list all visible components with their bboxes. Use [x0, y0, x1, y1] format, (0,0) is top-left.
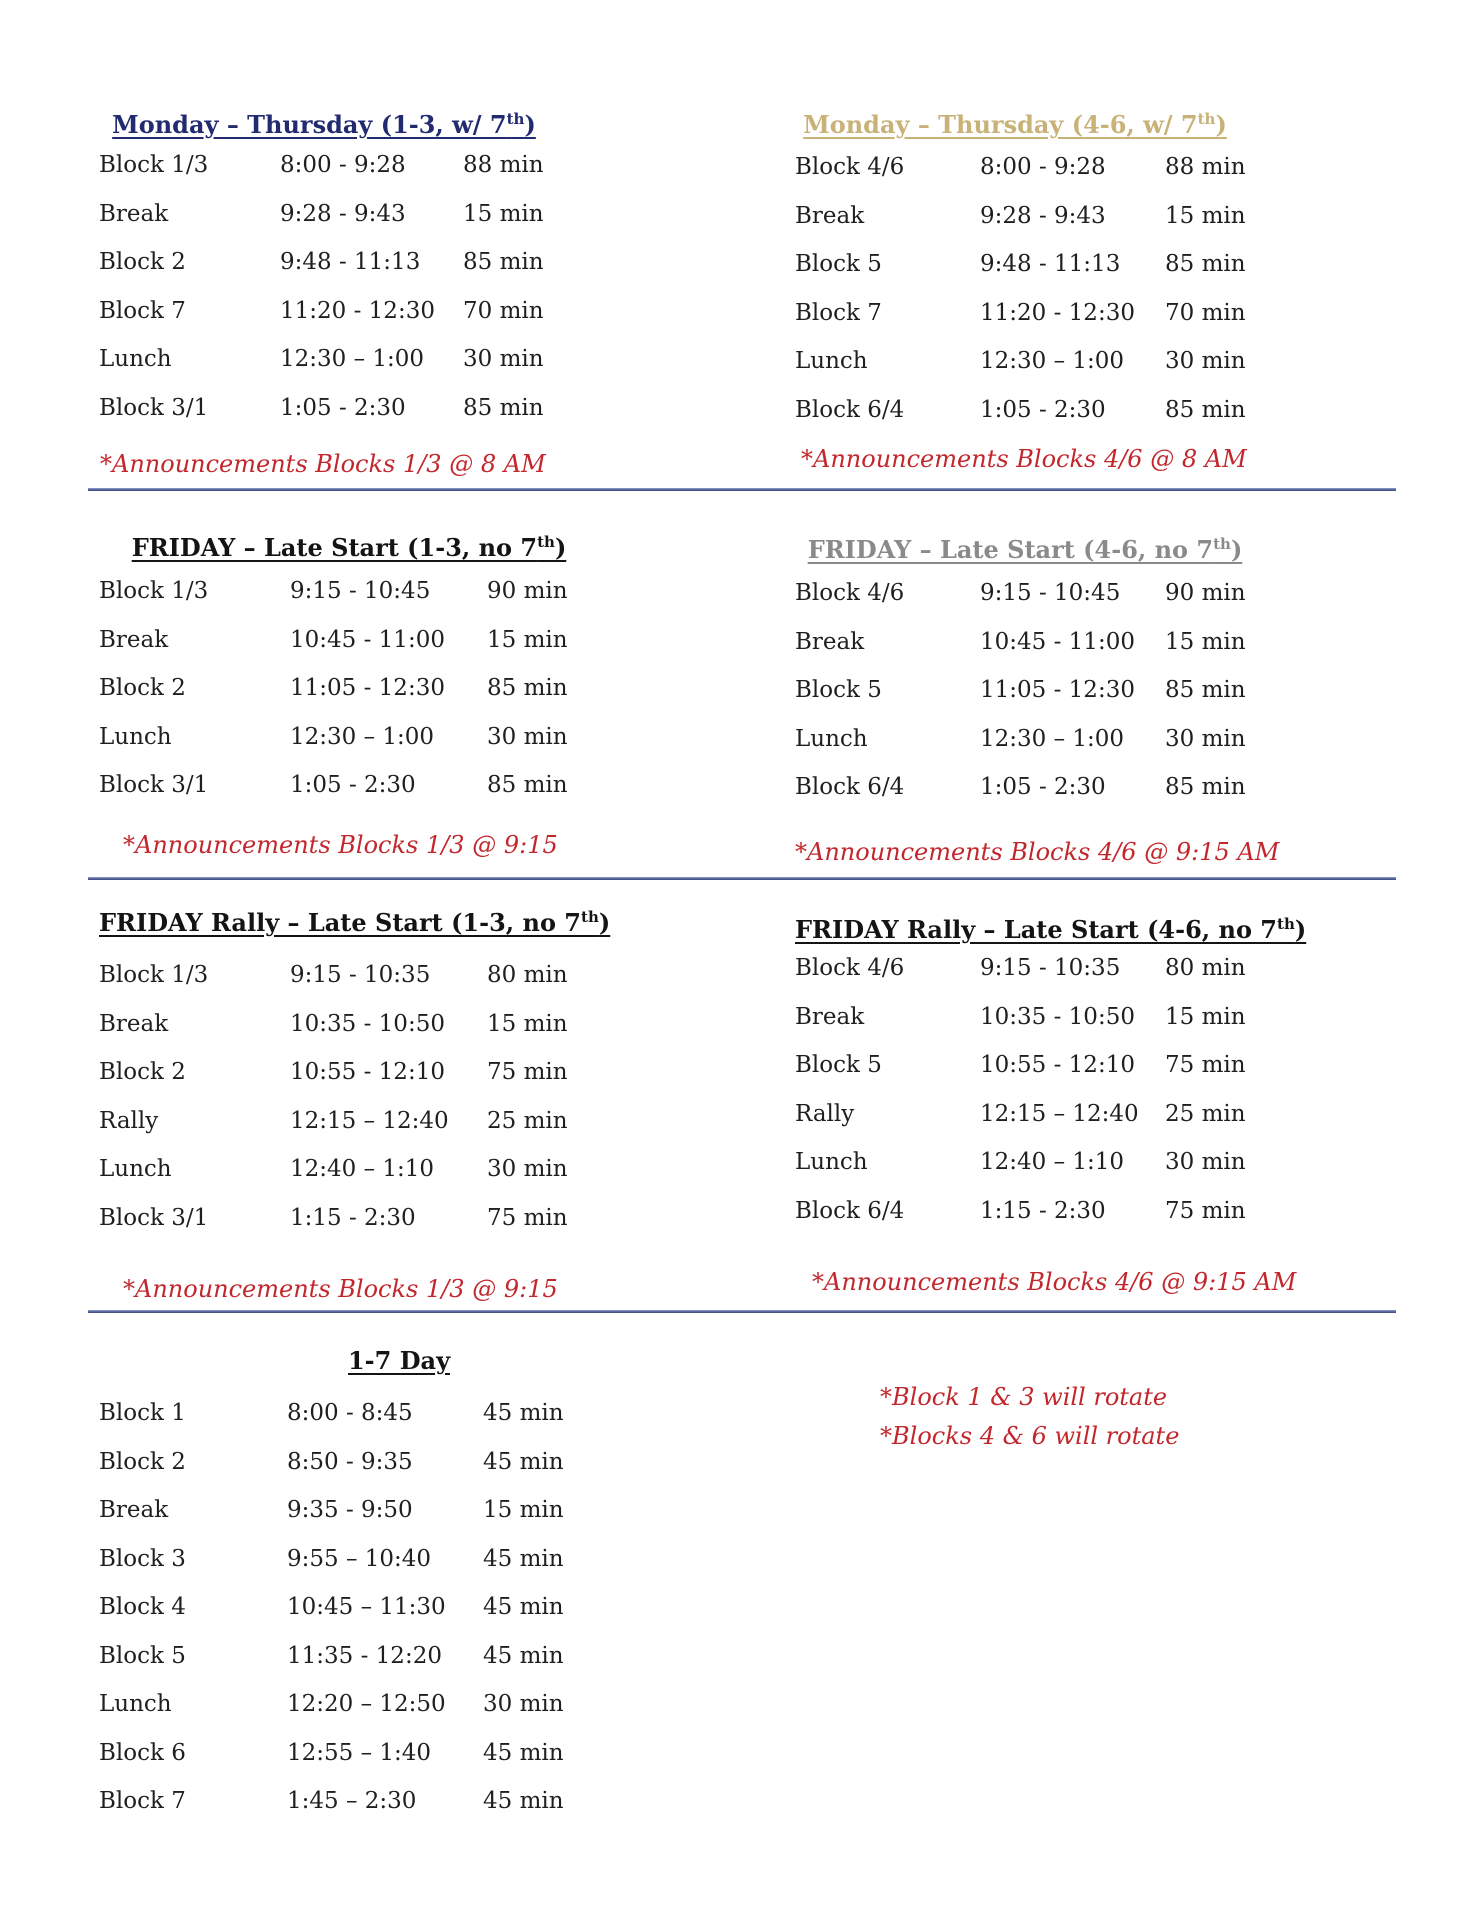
row-time: 12:30 – 1:00: [980, 348, 1125, 374]
row-time: 1:05 - 2:30: [980, 774, 1106, 800]
announcement-rally-46: *Announcements Blocks 4/6 @ 9:15 AM: [812, 1268, 1297, 1296]
schedule-row: [99, 1106, 679, 1155]
row-time: 1:05 - 2:30: [280, 394, 406, 421]
row-time: 11:35 - 12:20: [287, 1642, 442, 1669]
row-time: 12:20 – 12:50: [287, 1691, 446, 1717]
heading-rally-46: [795, 910, 1307, 944]
row-time: 11:05 - 12:30: [290, 675, 445, 701]
row-duration: 90 min: [1165, 580, 1246, 606]
row-label: Block 2: [99, 1059, 186, 1085]
row-label: Break: [795, 1003, 865, 1030]
row-duration: 30 min: [1165, 1149, 1246, 1175]
heading-text: ): [554, 533, 567, 562]
section-divider: [88, 877, 1396, 880]
row-time: 8:00 - 8:45: [287, 1400, 413, 1426]
announcement-rally-13: *Announcements Blocks 1/3 @ 9:15: [123, 1275, 558, 1303]
row-label: Lunch: [795, 725, 868, 752]
row-label: Block 7: [795, 299, 882, 326]
row-time: 12:40 – 1:10: [290, 1156, 435, 1182]
rotation-note-2: *Blocks 4 & 6 will rotate: [880, 1422, 1180, 1450]
schedule-row: [795, 1050, 1375, 1099]
row-duration: 88 min: [463, 152, 544, 178]
heading-text: Monday – Thursday (4-6, w/ 7: [803, 110, 1198, 139]
heading-text: FRIDAY Rally – Late Start (1-3, no 7: [99, 908, 582, 937]
row-duration: 85 min: [487, 675, 568, 701]
heading-text: ): [598, 908, 611, 937]
schedule-row: [99, 1057, 679, 1106]
row-duration: 15 min: [463, 200, 544, 227]
row-label: Block 6: [99, 1739, 186, 1766]
schedule-row: [795, 395, 1375, 444]
row-duration: 75 min: [487, 1204, 568, 1231]
row-time: 1:15 - 2:30: [290, 1204, 416, 1231]
row-label: Break: [795, 202, 865, 229]
row-label: Block 3/1: [99, 394, 209, 421]
announcement-mon-thu-13: *Announcements Blocks 1/3 @ 8 AM: [100, 450, 546, 478]
row-duration: 45 min: [483, 1594, 564, 1620]
heading-superscript: th: [1197, 110, 1216, 128]
schedule-row: [99, 296, 659, 345]
row-time: 8:50 - 9:35: [287, 1448, 413, 1475]
schedule-row: [99, 344, 659, 393]
row-time: 10:35 - 10:50: [980, 1003, 1135, 1030]
rotation-notes: [880, 1378, 1179, 1456]
row-duration: 45 min: [483, 1788, 564, 1814]
row-duration: 45 min: [483, 1642, 564, 1669]
schedule-row: [795, 249, 1375, 298]
row-time: 10:55 - 12:10: [980, 1052, 1135, 1078]
row-time: 12:30 – 1:00: [980, 725, 1125, 752]
row-time: 8:00 - 9:28: [980, 154, 1106, 180]
row-label: Block 2: [99, 1448, 186, 1475]
row-duration: 30 min: [1165, 725, 1246, 752]
row-label: Block 1/3: [99, 152, 209, 178]
heading-superscript: th: [506, 110, 525, 128]
heading-text: 1-7 Day: [347, 1346, 451, 1375]
row-time: 12:55 – 1:40: [287, 1739, 432, 1766]
row-duration: 70 min: [1165, 299, 1246, 326]
section-divider: [88, 488, 1396, 491]
row-time: 9:28 - 9:43: [980, 202, 1106, 229]
row-duration: 30 min: [487, 1156, 568, 1182]
row-label: Block 6/4: [795, 774, 905, 800]
heading-superscript: th: [581, 908, 599, 926]
row-duration: 30 min: [487, 723, 568, 750]
row-time: 9:48 - 11:13: [280, 249, 421, 275]
schedule-row: [795, 578, 1375, 627]
row-time: 10:45 – 11:30: [287, 1594, 446, 1620]
heading-friday-46: [795, 530, 1255, 564]
heading-superscript: th: [1277, 915, 1295, 933]
row-time: 1:45 – 2:30: [287, 1788, 417, 1814]
row-label: Block 4: [99, 1594, 186, 1620]
schedule-row: [99, 673, 679, 722]
schedule-row: [795, 1147, 1375, 1196]
row-label: Break: [99, 626, 169, 653]
row-time: 9:15 - 10:45: [290, 578, 431, 604]
row-label: Block 5: [795, 251, 882, 277]
row-duration: 15 min: [483, 1497, 564, 1523]
row-duration: 30 min: [483, 1691, 564, 1717]
heading-text: FRIDAY – Late Start (1-3, no 7: [131, 533, 538, 562]
row-time: 9:55 – 10:40: [287, 1545, 432, 1572]
row-duration: 85 min: [1165, 774, 1246, 800]
table-friday-13: [99, 576, 679, 819]
schedule-row: [795, 1099, 1375, 1148]
row-duration: 85 min: [1165, 677, 1246, 703]
row-label: Lunch: [99, 346, 172, 372]
row-duration: 30 min: [463, 346, 544, 372]
row-duration: 15 min: [1165, 202, 1246, 229]
schedule-row: [99, 722, 679, 771]
schedule-row: [99, 1154, 679, 1203]
row-label: Lunch: [99, 1691, 172, 1717]
row-label: Break: [795, 628, 865, 655]
row-duration: 88 min: [1165, 154, 1246, 180]
row-duration: 45 min: [483, 1545, 564, 1572]
row-time: 9:15 - 10:35: [980, 955, 1121, 981]
row-time: 10:55 - 12:10: [290, 1059, 445, 1085]
row-time: 8:00 - 9:28: [280, 152, 406, 178]
heading-mon-thu-46: [795, 105, 1235, 139]
row-time: 1:05 - 2:30: [980, 396, 1106, 423]
heading-rally-13: [99, 903, 611, 937]
schedule-row: [99, 1009, 679, 1058]
row-label: Lunch: [99, 723, 172, 750]
row-duration: 80 min: [1165, 955, 1246, 981]
schedule-row: [99, 1398, 679, 1447]
schedule-row: [99, 1447, 679, 1496]
row-label: Block 5: [99, 1642, 186, 1669]
row-duration: 90 min: [487, 578, 568, 604]
heading-text: FRIDAY Rally – Late Start (4-6, no 7: [795, 915, 1278, 944]
row-label: Break: [99, 1497, 169, 1523]
row-time: 12:15 – 12:40: [290, 1107, 449, 1134]
row-label: Lunch: [795, 1149, 868, 1175]
announcement-mon-thu-46: *Announcements Blocks 4/6 @ 8 AM: [801, 445, 1247, 473]
schedule-row: [795, 152, 1375, 201]
row-time: 1:05 - 2:30: [290, 772, 416, 798]
table-friday-46: [795, 578, 1375, 821]
heading-friday-13: [99, 528, 599, 562]
row-time: 10:35 - 10:50: [290, 1010, 445, 1037]
row-time: 11:20 - 12:30: [280, 297, 435, 324]
row-duration: 75 min: [487, 1059, 568, 1085]
schedule-row: [99, 1592, 679, 1641]
row-duration: 85 min: [463, 249, 544, 275]
row-label: Block 3: [99, 1545, 186, 1572]
row-duration: 70 min: [463, 297, 544, 324]
schedule-row: [99, 625, 679, 674]
row-label: Block 2: [99, 249, 186, 275]
heading-mon-thu-13: [99, 105, 549, 139]
announcement-friday-13: *Announcements Blocks 1/3 @ 9:15: [123, 831, 558, 859]
row-duration: 75 min: [1165, 1052, 1246, 1078]
heading-text: ): [1215, 110, 1227, 139]
row-label: Block 4/6: [795, 154, 905, 180]
row-label: Block 7: [99, 1788, 186, 1814]
row-label: Block 6/4: [795, 1197, 905, 1224]
row-label: Block 6/4: [795, 396, 905, 423]
table-17-day: [99, 1398, 679, 1835]
schedule-row: [795, 675, 1375, 724]
schedule-row: [99, 1495, 679, 1544]
row-label: Rally: [795, 1100, 855, 1127]
schedule-row: [99, 1544, 679, 1593]
row-time: 11:05 - 12:30: [980, 677, 1135, 703]
row-label: Block 4/6: [795, 955, 905, 981]
schedule-row: [99, 576, 679, 625]
row-label: Lunch: [795, 348, 868, 374]
row-label: Block 1/3: [99, 578, 209, 604]
heading-text: ): [1294, 915, 1307, 944]
table-mon-thu-13: [99, 150, 659, 441]
schedule-row: [99, 1641, 679, 1690]
section-divider: [88, 1310, 1396, 1313]
row-label: Rally: [99, 1107, 159, 1134]
schedule-row: [795, 1002, 1375, 1051]
row-label: Block 2: [99, 675, 186, 701]
heading-17-day: [99, 1347, 699, 1375]
heading-text: ): [1230, 535, 1243, 564]
row-duration: 15 min: [1165, 1003, 1246, 1030]
row-label: Lunch: [99, 1156, 172, 1182]
rotation-note-1: *Block 1 & 3 will rotate: [880, 1383, 1168, 1411]
row-time: 12:30 – 1:00: [280, 346, 425, 372]
row-label: Block 3/1: [99, 772, 209, 798]
schedule-row: [795, 627, 1375, 676]
table-rally-46: [795, 953, 1375, 1244]
schedule-row: [795, 346, 1375, 395]
schedule-row: [99, 1738, 679, 1787]
schedule-row: [795, 298, 1375, 347]
row-time: 10:45 - 11:00: [290, 626, 445, 653]
schedule-row: [795, 201, 1375, 250]
schedule-row: [99, 1689, 679, 1738]
row-duration: 45 min: [483, 1400, 564, 1426]
row-label: Block 3/1: [99, 1204, 209, 1231]
row-label: Block 1/3: [99, 962, 209, 988]
row-label: Block 1: [99, 1400, 186, 1426]
row-time: 9:15 - 10:45: [980, 580, 1121, 606]
schedule-row: [99, 393, 659, 442]
row-time: 12:30 – 1:00: [290, 723, 435, 750]
schedule-row: [99, 247, 659, 296]
row-duration: 15 min: [487, 1010, 568, 1037]
schedule-row: [99, 1786, 679, 1835]
heading-text: ): [524, 110, 536, 139]
row-duration: 80 min: [487, 962, 568, 988]
row-time: 12:40 – 1:10: [980, 1149, 1125, 1175]
schedule-row: [99, 1203, 679, 1252]
row-time: 11:20 - 12:30: [980, 299, 1135, 326]
announcement-friday-46: *Announcements Blocks 4/6 @ 9:15 AM: [795, 838, 1280, 866]
row-time: 9:35 - 9:50: [287, 1497, 413, 1523]
row-label: Break: [99, 1010, 169, 1037]
heading-text: FRIDAY – Late Start (4-6, no 7: [807, 535, 1214, 564]
row-duration: 15 min: [1165, 628, 1246, 655]
row-duration: 85 min: [1165, 251, 1246, 277]
row-duration: 75 min: [1165, 1197, 1246, 1224]
row-time: 9:28 - 9:43: [280, 200, 406, 227]
schedule-row: [795, 1196, 1375, 1245]
schedule-row: [795, 724, 1375, 773]
row-time: 9:15 - 10:35: [290, 962, 431, 988]
row-duration: 25 min: [487, 1107, 568, 1134]
row-duration: 85 min: [463, 394, 544, 421]
row-time: 9:48 - 11:13: [980, 251, 1121, 277]
row-time: 1:15 - 2:30: [980, 1197, 1106, 1224]
schedule-row: [795, 772, 1375, 821]
schedule-row: [99, 960, 679, 1009]
row-label: Block 5: [795, 1052, 882, 1078]
row-label: Block 4/6: [795, 580, 905, 606]
schedule-row: [795, 953, 1375, 1002]
table-mon-thu-46: [795, 152, 1375, 443]
row-label: Block 7: [99, 297, 186, 324]
row-duration: 45 min: [483, 1739, 564, 1766]
row-duration: 45 min: [483, 1448, 564, 1475]
schedule-row: [99, 199, 659, 248]
row-duration: 15 min: [487, 626, 568, 653]
table-rally-13: [99, 960, 679, 1251]
row-duration: 85 min: [1165, 396, 1246, 423]
row-time: 10:45 - 11:00: [980, 628, 1135, 655]
row-time: 12:15 – 12:40: [980, 1100, 1139, 1127]
heading-superscript: th: [537, 533, 555, 551]
row-duration: 25 min: [1165, 1100, 1246, 1127]
schedule-row: [99, 770, 679, 819]
row-label: Break: [99, 200, 169, 227]
schedule-row: [99, 150, 659, 199]
row-duration: 30 min: [1165, 348, 1246, 374]
heading-text: Monday – Thursday (1-3, w/ 7: [112, 110, 507, 139]
row-duration: 85 min: [487, 772, 568, 798]
row-label: Block 5: [795, 677, 882, 703]
heading-superscript: th: [1213, 535, 1231, 553]
